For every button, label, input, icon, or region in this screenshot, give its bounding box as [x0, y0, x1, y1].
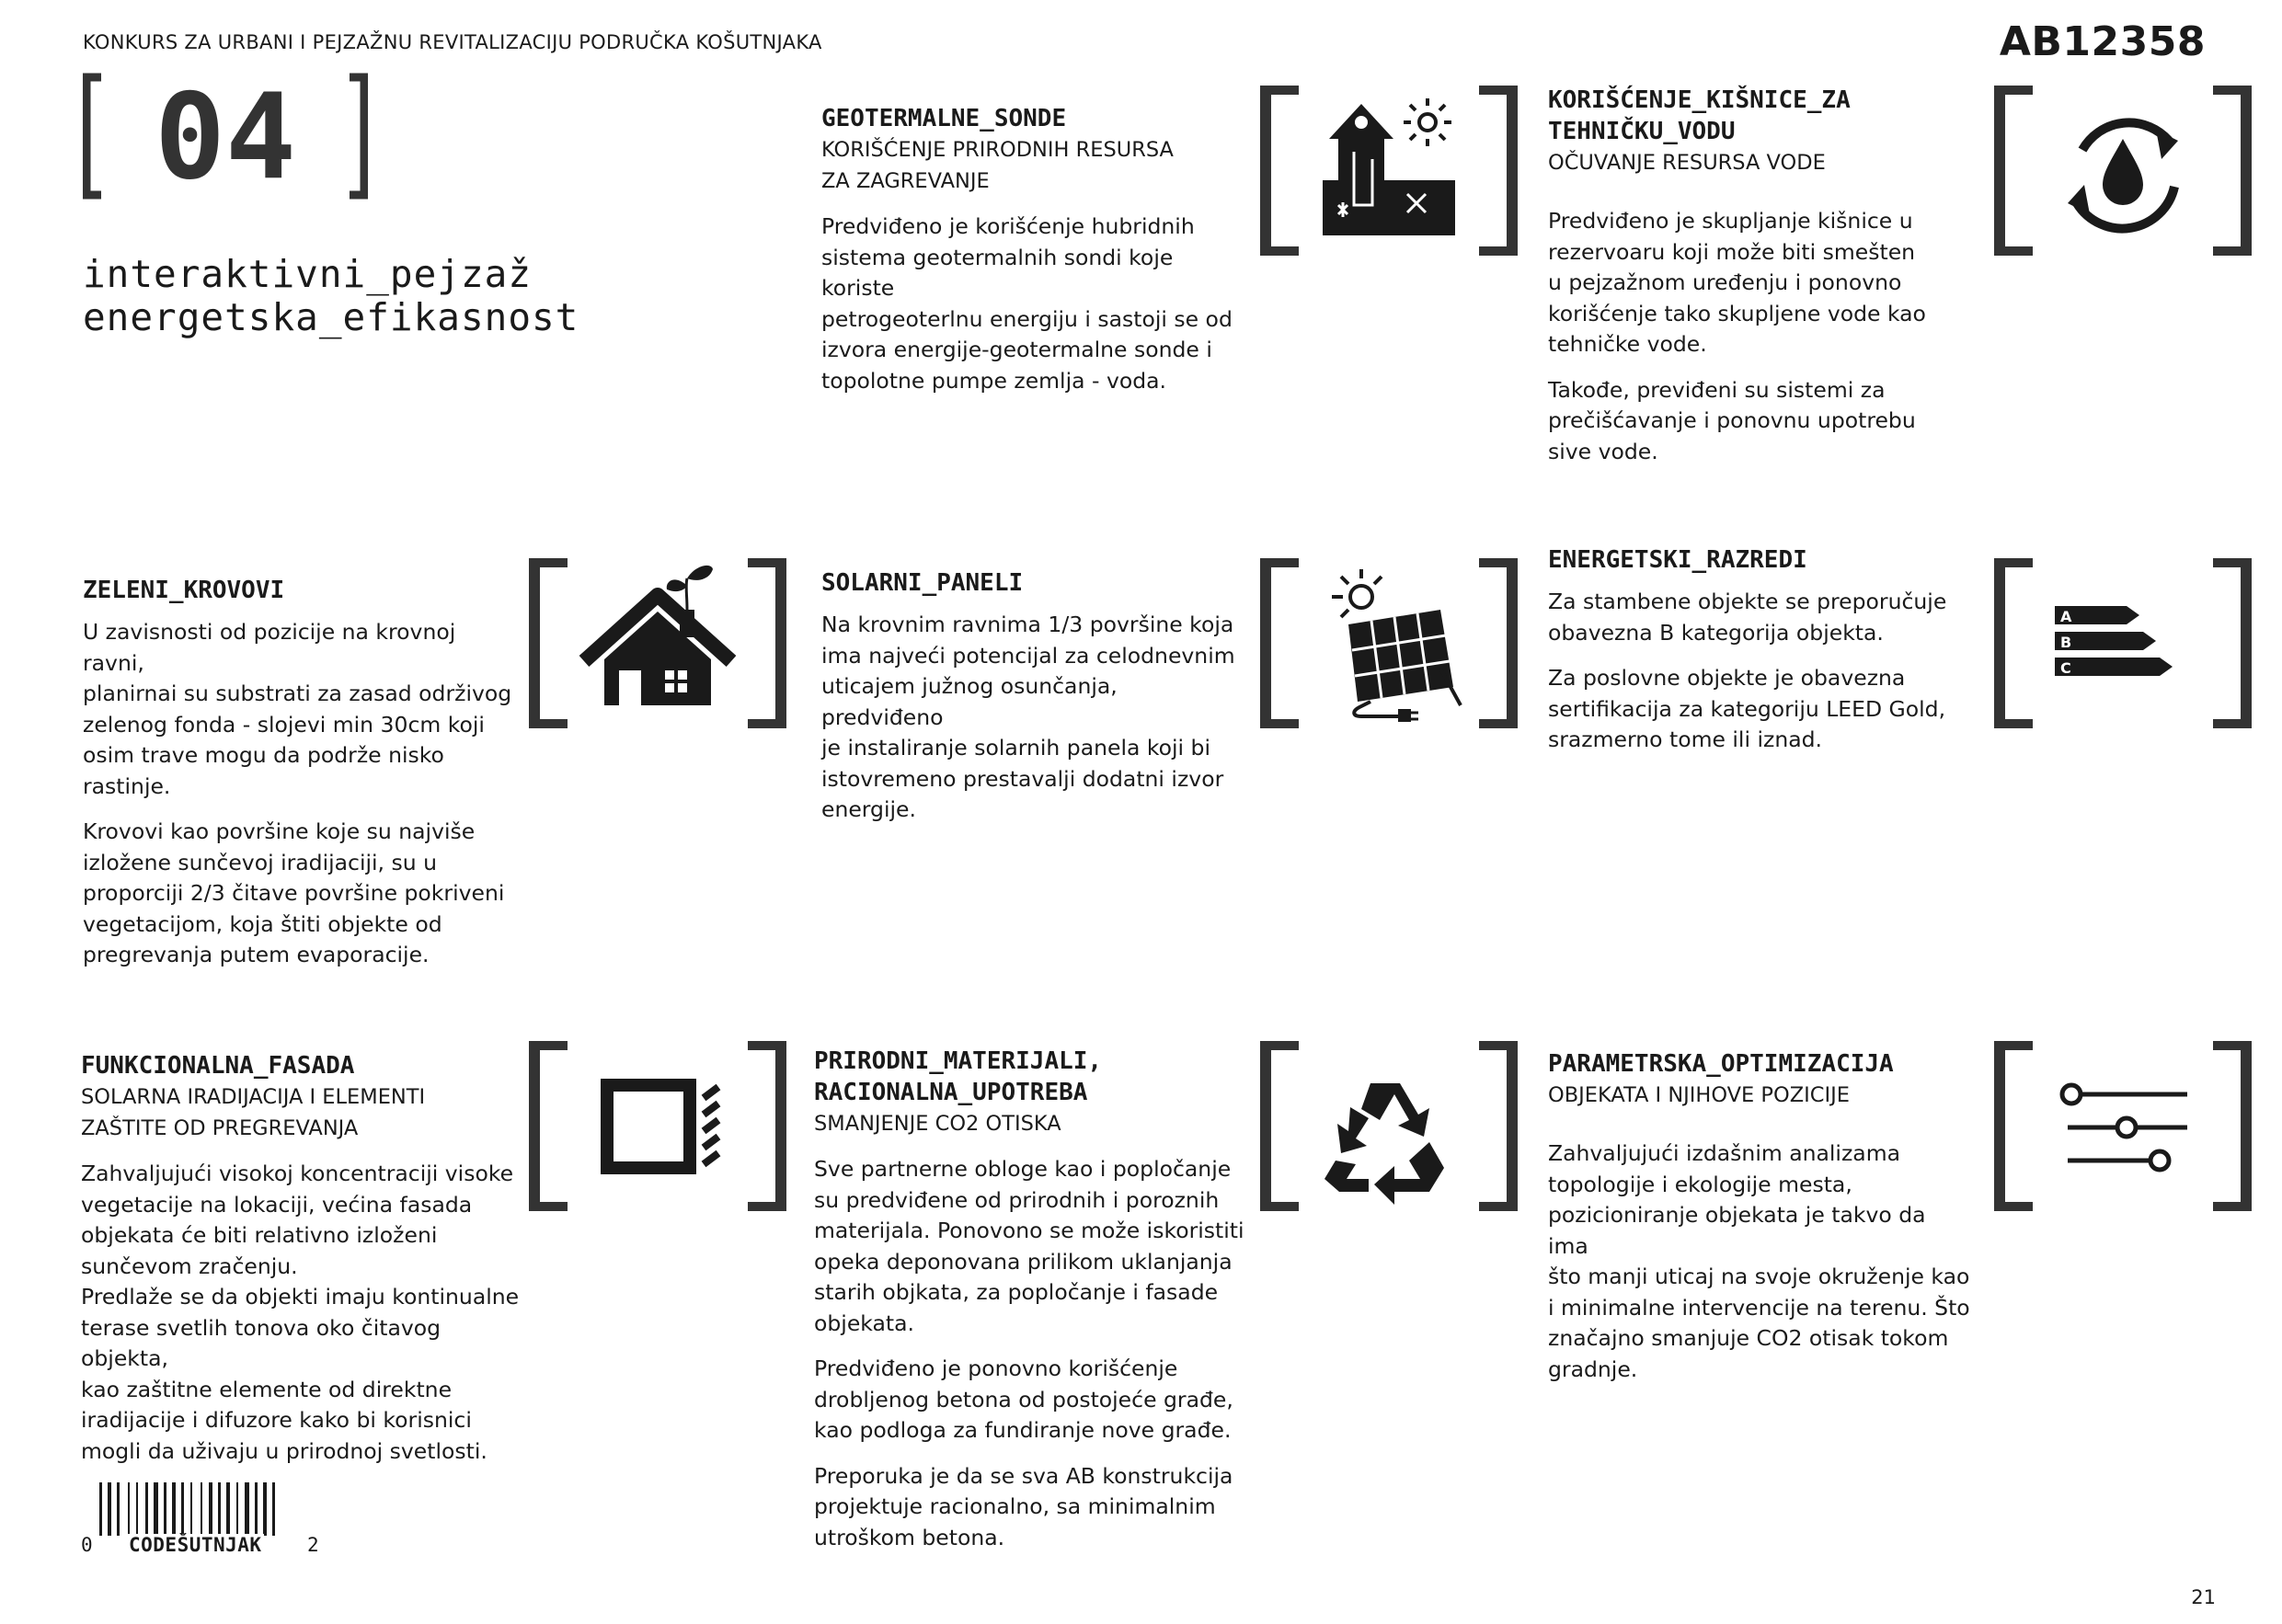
green-roof-house-icon — [529, 558, 786, 728]
materials-body — [814, 1154, 1246, 1553]
barcode-bar — [255, 1482, 258, 1536]
materials-title: PRIRODNI_MATERIJALI, RACIONALNA_UPOTREBA — [814, 1047, 1103, 1106]
geothermal-body — [821, 212, 1244, 396]
parametric-subtitle: OBJEKATA I NJIHOVE POZICIJE — [1548, 1083, 1850, 1107]
facade-section — [81, 1050, 522, 1481]
barcode-bar — [201, 1482, 202, 1536]
energy-classes-body — [1548, 587, 1971, 756]
barcode-bar — [190, 1482, 192, 1536]
barcode-bar — [117, 1482, 120, 1536]
green-roofs-section — [83, 575, 515, 986]
barcode-bar — [99, 1482, 102, 1536]
barcode-bar — [154, 1482, 158, 1536]
barcode-text: CODEŠUTNJAK — [129, 1534, 262, 1556]
green-roofs-icon-frame — [529, 558, 786, 728]
green-roofs-paragraph-1: U zavisnosti od pozicije na krovnoj ravni, planirnai su substrati za zasad održivog zelenog fonda - slojevi min 30cm koji osim trave mogu da podrže nisko rastinje. — [83, 619, 512, 799]
parametric-icon-frame — [1994, 1041, 2252, 1211]
facade-title: FUNKCIONALNA_FASADA — [81, 1052, 355, 1080]
materials-icon-frame — [1260, 1041, 1518, 1211]
geothermal-paragraph: Predviđeno je korišćenje hubridnih sistema geotermalnih sondi koje koriste petrogeoterlnu energiju i sastoji se od izvora energije-geotermalne sonde i topolotne pumpe zemlja - voda. — [821, 213, 1233, 394]
facade-icon-frame — [529, 1041, 786, 1211]
barcode-bar — [164, 1482, 166, 1536]
rainwater-title: KORIŠĆENJE_KIŠNICE_ZA TEHNIČKU_VODU — [1548, 86, 1851, 145]
energy-class-icon — [1994, 558, 2252, 728]
facade-body — [81, 1159, 522, 1467]
geothermal-icon-frame — [1260, 86, 1518, 256]
barcode-bar — [108, 1482, 111, 1536]
materials-section — [814, 1046, 1246, 1568]
rainwater-section — [1548, 85, 1971, 482]
barcode-bar — [181, 1482, 184, 1536]
geothermal-section — [821, 103, 1244, 411]
facade-shading-icon — [529, 1041, 786, 1211]
materials-paragraph-3: Preporuka je da se sva AB konstrukcija projektuje racionalno, sa minimalnim utroškom betona. — [814, 1462, 1233, 1550]
parametric-body — [1548, 1138, 1971, 1385]
barcode-bar — [128, 1482, 130, 1536]
green-roofs-paragraph-2: Krovovi kao površine koje su najviše izložene sunčevoj iradijaciji, su u proporciji 2/3 čitave površine pokriveni vegetacijom, koja štiti objekte od pregrevanja putem evaporacije. — [83, 818, 505, 967]
recycle-icon — [1260, 1041, 1518, 1211]
barcode-bar — [172, 1482, 176, 1536]
solar-panels-paragraph: Na krovnim ravnima 1/3 površine koja ima najveći potencijal za celodnevnim uticajem južnog osunčanja, predviđeno je instaliranje solarnih panela koji bi istovremeno prestavalji dodatni izvor energije. — [821, 612, 1235, 822]
submission-code: AB12358 — [1999, 18, 2206, 65]
barcode-bar — [226, 1482, 230, 1536]
rainwater-body — [1548, 206, 1971, 467]
parametric-title: PARAMETRSKA_OPTIMIZACIJA — [1548, 1050, 1894, 1078]
green-roofs-title: ZELENI_KROVOVI — [83, 577, 285, 604]
barcode-bar — [272, 1482, 275, 1536]
geothermal-subtitle: KORIŠĆENJE PRIRODNIH RESURSA ZA ZAGREVANJE — [821, 138, 1174, 193]
energy-classes-title: ENERGETSKI_RAZREDI — [1548, 546, 1807, 574]
energy-label-c: C — [2060, 659, 2071, 677]
barcode-right-digit: 2 — [307, 1534, 319, 1556]
page-number: 21 — [2191, 1586, 2216, 1608]
solar-panels-body — [821, 610, 1244, 826]
barcode-bar — [245, 1482, 249, 1536]
sliders-icon — [1994, 1041, 2252, 1211]
materials-paragraph-1: Sve partnerne obloge kao i popločanje su predviđene od prirodnih i poroznih materijala. Ponovono se može iskoristiti opeka deponovana prilikom uklanjanja starih objkata, za popločanje i fasade objekata. — [814, 1156, 1244, 1336]
barcode-bar — [218, 1482, 221, 1536]
barcode-bar — [236, 1482, 238, 1536]
facade-paragraph: Zahvaljujući visokoj koncentraciji visoke vegetacije na lokaciji, većina fasada objekata će biti relativno izloženi sunčevom zračenju. Predlaže se da objekti imaju kontinualne terase svetlih tonova oko čitavog objekta, kao zaštitne elemente od direktne iradijacije i difuzore kako bi korisnici mogli da uživaju u prirodnoj svetlosti. — [81, 1161, 520, 1464]
barcode-bar — [209, 1482, 212, 1536]
energy-classes-paragraph-2: Za poslovne objekte je obavezna sertifikacija za kategoriju LEED Gold, srazmerno tome ili iznad. — [1548, 665, 1946, 752]
barcode-bar — [145, 1482, 148, 1536]
subtitle-line-1: interaktivni_pejzaž — [83, 252, 532, 296]
solar-panels-section — [821, 567, 1244, 841]
page-subtitle — [83, 253, 579, 339]
rainwater-subtitle: OČUVANJE RESURSA VODE — [1548, 151, 1826, 175]
rainwater-paragraph-1: Predviđeno je skupljanje kišnice u rezervoaru koji može biti smešten u pejzažnom uređenju i ponovno korišćenje tako skupljene vode kao tehničke vode. — [1548, 208, 1926, 357]
barcode-bar — [263, 1482, 267, 1536]
energy-classes-paragraph-1: Za stambene objekte se preporučuje obavezna B kategorija objekta. — [1548, 589, 1947, 646]
energy-classes-icon-frame — [1994, 558, 2252, 728]
solar-panels-icon-frame — [1260, 558, 1518, 728]
section-number — [83, 72, 368, 200]
solar-panels-title: SOLARNI_PANELI — [821, 569, 1024, 597]
section-number-text: 04 — [154, 72, 297, 200]
rainwater-icon-frame — [1994, 86, 2252, 256]
parametric-section — [1548, 1048, 1971, 1400]
geothermal-title: GEOTERMALNE_SONDE — [821, 105, 1067, 132]
document-title: KONKURS ZA URBANI I PEJZAŽNU REVITALIZACIJU PODRUČKA KOŠUTNJAKA — [83, 31, 822, 53]
energy-label-b: B — [2060, 634, 2072, 651]
water-recycle-icon — [1994, 86, 2252, 256]
materials-subtitle: SMANJENJE CO2 OTISKA — [814, 1112, 1061, 1136]
energy-label-a: A — [2060, 608, 2072, 625]
facade-subtitle: SOLARNA IRADIJACIJA I ELEMENTI ZAŠTITE OD PREGREVANJA — [81, 1085, 426, 1140]
materials-paragraph-2: Predviđeno je ponovno korišćenje drobljenog betona od postojeće građe, kao podloga za fundiranje nove građe. — [814, 1355, 1233, 1443]
subtitle-line-2: energetska_efikasnost — [83, 295, 579, 339]
solar-panel-icon — [1260, 558, 1518, 728]
parametric-paragraph: Zahvaljujući izdašnim analizama topologije i ekologije mesta, pozicioniranje objekata je takvo da ima što manji uticaj na svoje okruženje kao i minimalne intervencije na terenu. Što značajno smanjuje CO2 otisak tokom gradnje. — [1548, 1140, 1970, 1382]
barcode-bar — [136, 1482, 138, 1536]
energy-classes-section — [1548, 544, 1971, 771]
green-roofs-body — [83, 617, 515, 971]
geothermal-house-icon — [1260, 86, 1518, 256]
rainwater-paragraph-2: Takođe, previđeni su sistemi za prečišćavanje i ponovnu upotrebu sive vode. — [1548, 376, 1916, 464]
barcode-left-digit: 0 — [81, 1534, 93, 1556]
